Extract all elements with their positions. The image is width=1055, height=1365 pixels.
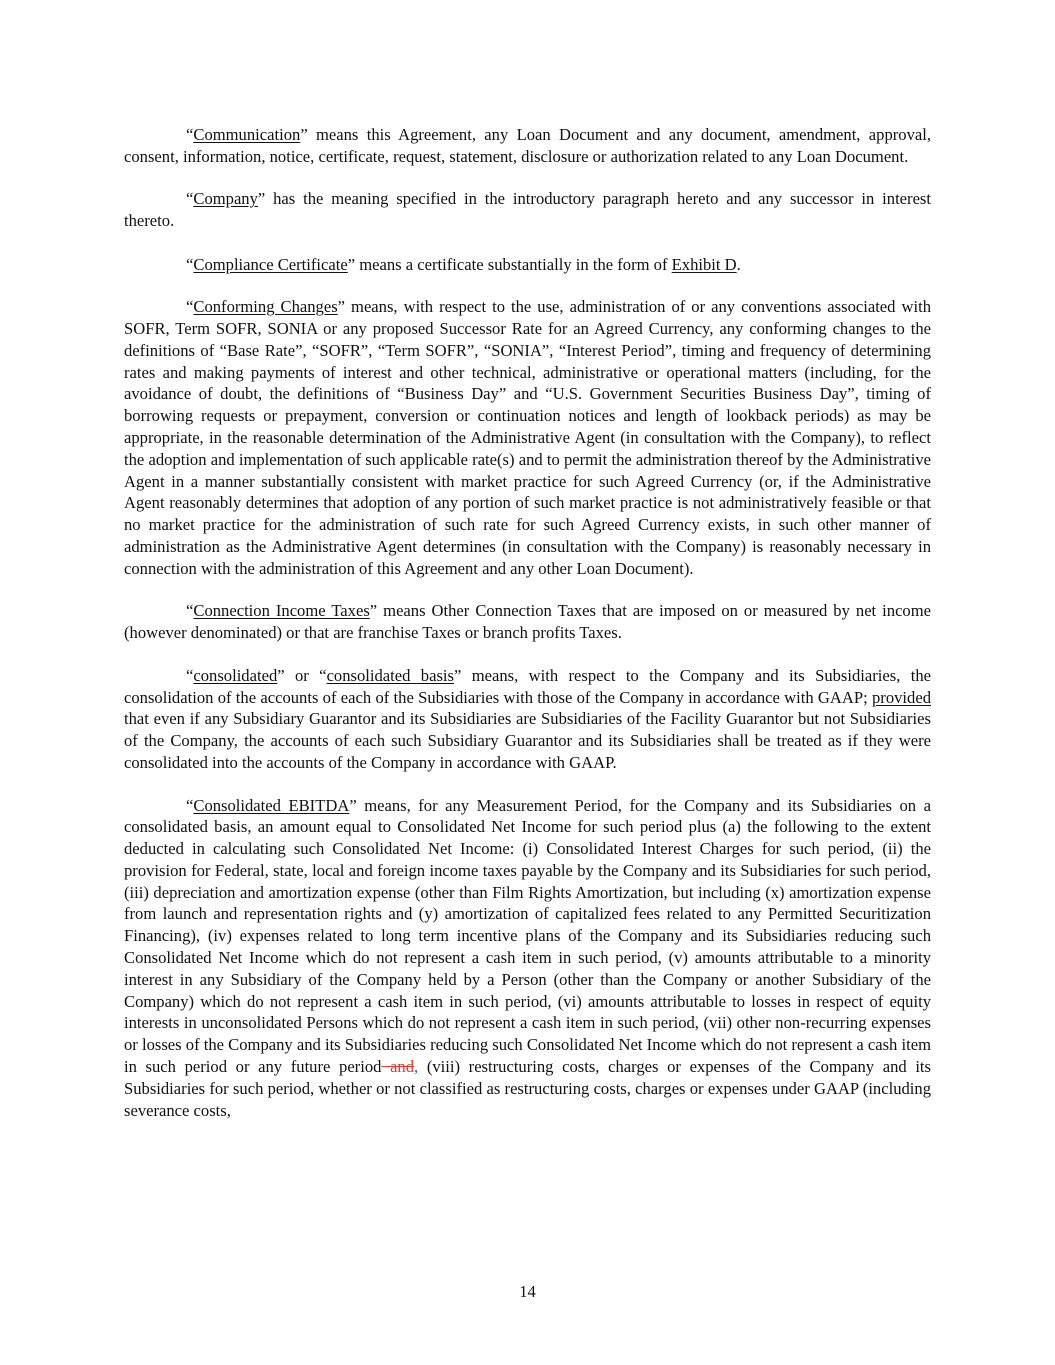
definition-text: ” means, with respect to the Company and its Subsidiaries, the consolidation of the accounts of each of the Subsidiaries with those of the Company in accordance with GAAP; — [124, 665, 931, 707]
defined-term: Consolidated EBITDA — [193, 795, 350, 815]
page-number: 14 — [519, 1282, 536, 1301]
definition-text: ” means a certificate substantially in the form of — [347, 254, 672, 274]
defined-term: Communication — [193, 125, 301, 144]
proviso-keyword: provided — [872, 687, 931, 707]
defined-term: Connection Income Taxes — [193, 601, 370, 621]
definition-tail: that even if any Subsidiary Guarantor and its Subsidiaries are Subsidiaries of the Facility Guarantor but not Subsidiaries of the Company, the accounts of each such Subsidiary Guarantor and its Subsidiaries shall be treated as if they were consolidated into the accounts of the Company in accordance with GAAP. — [124, 709, 931, 772]
definition-text: ” means, for any Measurement Period, for the Company and its Subsidiaries on a consolidated basis, an amount equal to Consolidated Net Income for such period plus (a) the following to the extent deducted in calculating such Consolidated Net Income: (i) Consolidated Interest Charges for such period, (ii) the provision for Federal, state, local and foreign income taxes payable by the Company and its Subsidiaries for such period, (iii) depreciation and amortization expense (other than Film Rights Amortization, but including (x) amortization expense from launch and representation rights and (y) amortization of capitalized fees related to any Permitted Securitization Financing), (iv) expenses related to long term incentive plans of the Company and its Subsidiaries reducing such Consolidated Net Income which do not represent a cash item in such period, (v) amounts attributable to a minority interest in any Subsidiary of the Company held by a Person (other than the Company or another Subsidiary of the Company) which do not represent a cash item in such period, (vi) amounts attributable to losses in respect of equity interests in unconsolidated Persons which do not represent a cash item in such period, (vii) other non-recurring expenses or losses of the Company and its Subsidiaries reducing such Consolidated Net Income which do not represent a cash item in such period or any future period — [124, 795, 931, 1077]
definition-connection-income-taxes: “Connection Income Taxes” means Other Connection Taxes that are imposed on or measured by net income (however denominated) or that are franchise Taxes or branch profits Taxes. — [124, 601, 931, 643]
defined-term: Company — [193, 189, 258, 209]
definition-tail: . — [736, 254, 741, 274]
exhibit-reference: Exhibit D — [671, 254, 737, 274]
definition-consolidated-ebitda: “Consolidated EBITDA” means, for any Measurement Period, for the Company and its Subsidiaries on a consolidated basis, an amount equal to Consolidated Net Income for such period plus (a) the following to the extent deducted in calculating such Consolidated Net Income: (i) Consolidated Interest Charges for such period, (ii) the provision for Federal, state, local and foreign income taxes payable by the Company and its Subsidiaries for such period, (iii) depreciation and amortization expense (other than Film Rights Amortization, but including (x) amortization expense from launch and representation rights and (y) amortization of capitalized fees related to any Permitted Securitization Financing), (iv) expenses related to long term incentive plans of the Company and its Subsidiaries reducing such Consolidated Net Income which do not represent a cash item in such period, (v) amounts attributable to a minority interest in any Subsidiary of the Company held by a Person (other than the Company or another Subsidiary of the Company) which do not represent a cash item in such period, (vi) amounts attributable to losses in respect of equity interests in unconsolidated Persons which do not represent a cash item in such period, (vii) other non-recurring expenses or losses of the Company and its Subsidiaries reducing such Consolidated Net Income which do not represent a cash item in such period or any future period and, (viii) restructuring costs, charges or expenses of the Company and its Subsidiaries for such period, whether or not classified as restructuring costs, charges or expenses under GAAP (including severance costs, — [124, 795, 931, 1120]
definition-connector: ” or “ — [277, 665, 327, 685]
inserted-text: , — [414, 1057, 419, 1077]
defined-term: Conforming Changes — [193, 297, 338, 317]
definition-compliance-certificate: “Compliance Certificate” means a certificate substantially in the form of Exhibit D. — [186, 254, 741, 274]
definition-conforming-changes: “Conforming Changes” means, with respect to the use, administration of or any conventions associated with SOFR, Term SOFR, SONIA or any proposed Successor Rate for an Agreed Currency, any conforming changes to the definitions of “Base Rate”, “SOFR”, “Term SOFR”, “SONIA”, “Interest Period”, timing and frequency of determining rates and making payments of interest and other technical, administrative or operational matters (including, for the avoidance of doubt, the definitions of “Business Day” and “U.S. Government Securities Business Day”, timing of borrowing requests or prepayment, conversion or continuation notices and length of lookback periods) as may be appropriate, in the reasonable determination of the Administrative Agent (in consultation with the Company), to reflect the adoption and implementation of such applicable rate(s) and to permit the administration thereof by the Administrative Agent in a manner substantially consistent with market practice for such Agreed Currency (or, if the Administrative Agent reasonably determines that adoption of any portion of such market practice is not administratively feasible or that no market practice for the administration of such rate for such Agreed Currency exists, in such other manner of administration as the Administrative Agent determines (in consultation with the Company) is reasonably necessary in connection with the administration of this Agreement and any other Loan Document). — [124, 297, 931, 578]
definition-tail: (viii) restructuring costs, charges or expenses of the Company and its Subsidiaries for such period, whether or not classified as restructuring costs, charges or expenses under GAAP (including severance costs, — [124, 1057, 931, 1120]
deleted-text: and — [381, 1057, 415, 1077]
definition-company: “Company” has the meaning specified in the introductory paragraph hereto and any successor in interest thereto. — [124, 189, 931, 231]
definition-text: ” has the meaning specified in the introductory paragraph hereto and any successor in interest thereto. — [124, 189, 931, 231]
definition-text: ” means Other Connection Taxes that are imposed on or measured by net income (however denominated) or that are franchise Taxes or branch profits Taxes. — [124, 601, 931, 643]
definition-text: ” means, with respect to the use, administration of or any conventions associated with SOFR, Term SOFR, SONIA or any proposed Successor Rate for an Agreed Currency, any conforming changes to the definitions of “Base Rate”, “SOFR”, “Term SOFR”, “SONIA”, “Interest Period”, timing and frequency of determining rates and making payments of interest and other technical, administrative or operational matters (including, for the avoidance of doubt, the definitions of “Business Day” and “U.S. Government Securities Business Day”, timing of borrowing requests or prepayment, conversion or continuation notices and length of lookback periods) as may be appropriate, in the reasonable determination of the Administrative Agent (in consultation with the Company), to reflect the adoption and implementation of such applicable rate(s) and to permit the administration thereof by the Administrative Agent in a manner substantially consistent with market practice for such Agreed Currency (or, if the Administrative Agent reasonably determines that adoption of any portion of such market practice is not administratively feasible or that no market practice for the administration of such rate for such Agreed Currency exists, in such other manner of administration as the Administrative Agent determines (in consultation with the Company) is reasonably necessary in connection with the administration of this Agreement and any other Loan Document). — [124, 297, 931, 578]
defined-term: consolidated — [193, 665, 278, 685]
definition-consolidated: “consolidated” or “consolidated basis” means, with respect to the Company and its Subsidiaries, the consolidation of the accounts of each of the Subsidiaries with those of the Company in accordance with GAAP; provided that even if any Subsidiary Guarantor and its Subsidiaries are Subsidiaries of the Facility Guarantor but not Subsidiaries of the Company, the accounts of each such Subsidiary Guarantor and its Subsidiaries shall be treated as if they were consolidated into the accounts of the Company in accordance with GAAP. — [124, 665, 931, 772]
defined-term-2: consolidated basis — [326, 665, 454, 685]
document-page — [124, 124, 931, 1142]
definition-text: ” means this Agreement, any Loan Document and any document, amendment, approval, consent, information, notice, certificate, request, statement, disclosure or authorization related to any Loan Document. — [124, 125, 931, 166]
definition-communication: “Communication” means this Agreement, any Loan Document and any document, amendment, approval, consent, information, notice, certificate, request, statement, disclosure or authorization related to any Loan Document. — [124, 125, 931, 166]
defined-term: Compliance Certificate — [193, 254, 348, 274]
